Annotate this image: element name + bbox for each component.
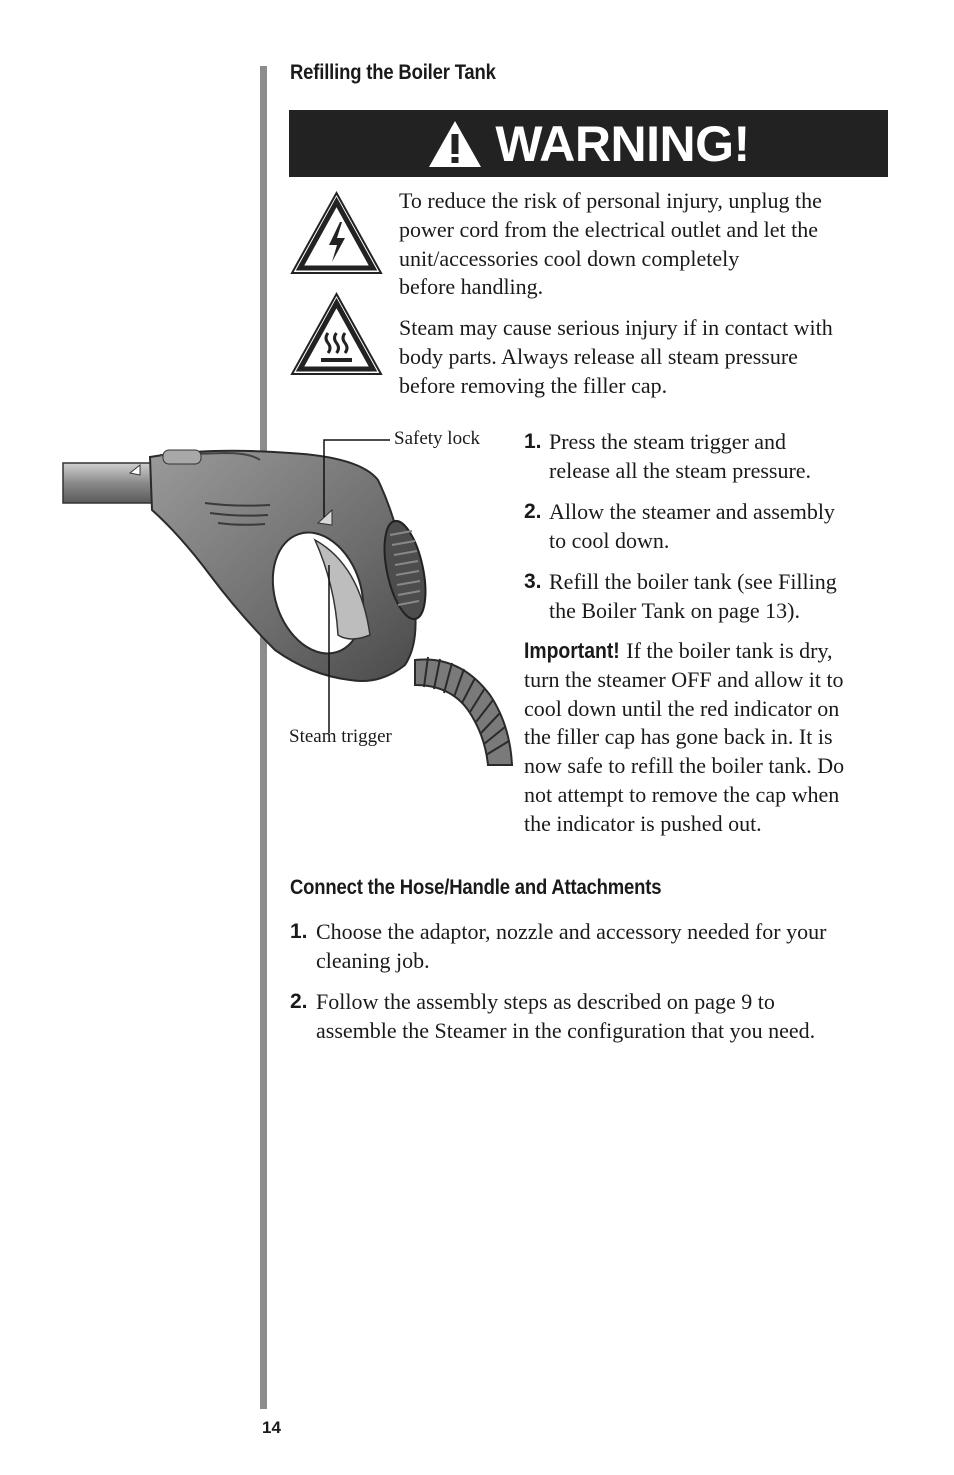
text-line: cool down until the red indicator on: [524, 695, 840, 721]
steam-handle-illustration: [60, 435, 520, 775]
step-text-line: release all the steam pressure.: [549, 458, 812, 483]
step-text-line: assemble the Steamer in the configuration that you need.: [316, 1018, 816, 1043]
warning-text-1: [399, 187, 822, 302]
refill-step-3: [524, 567, 884, 625]
step-text-line: cleaning job.: [316, 948, 430, 973]
important-label: Important!: [524, 638, 620, 663]
step-text-line: Press the steam trigger and: [549, 429, 787, 454]
refill-step-1: [524, 427, 884, 485]
warning-title: WARNING!: [495, 115, 750, 172]
warning-text-2: [399, 314, 833, 400]
step-number: 1.: [290, 920, 308, 943]
connect-step-1: [290, 917, 890, 975]
step-text-line: Allow the steamer and assembly: [549, 499, 835, 524]
warning-triangle-icon: [427, 119, 483, 169]
text-line: now safe to refill the boiler tank. Do: [524, 753, 845, 779]
important-note: [524, 637, 894, 839]
electrical-shock-warning-icon: [289, 190, 384, 276]
step-number: 3.: [524, 570, 542, 593]
step-text-line: Choose the adaptor, nozzle and accessory needed for your: [316, 919, 827, 944]
text-line: before removing the filler cap.: [399, 372, 668, 398]
step-text-line: Follow the assembly steps as described on page 9 to: [316, 989, 775, 1014]
step-text-line: to cool down.: [549, 528, 670, 553]
text-line: If the boiler tank is dry,: [620, 638, 833, 663]
text-line: before handling.: [399, 274, 544, 300]
step-text-line: Refill the boiler tank (see Filling: [549, 569, 837, 594]
text-line: power cord from the electrical outlet and let the: [399, 216, 819, 242]
step-number: 2.: [290, 990, 308, 1013]
refill-step-2: [524, 497, 884, 555]
text-line: body parts. Always release all steam pressure: [399, 343, 798, 369]
text-line: the filler cap has gone back in. It is: [524, 724, 833, 750]
step-number: 1.: [524, 430, 542, 453]
page-number: 14: [262, 1418, 281, 1437]
steam-trigger-label: Steam trigger: [289, 726, 392, 747]
hot-surface-warning-icon: [289, 291, 384, 377]
safety-lock-label: Safety lock: [394, 428, 481, 449]
text-line: turn the steamer OFF and allow it to: [524, 666, 844, 692]
section-heading-refilling: Refilling the Boiler Tank: [290, 61, 496, 84]
step-number: 2.: [524, 500, 542, 523]
text-line: To reduce the risk of personal injury, unplug the: [399, 188, 822, 213]
step-text-line: the Boiler Tank on page 13).: [549, 598, 800, 623]
connect-step-2: [290, 987, 890, 1045]
text-line: Steam may cause serious injury if in contact with: [399, 315, 833, 340]
section-heading-connect: Connect the Hose/Handle and Attachments: [290, 876, 662, 899]
warning-banner: [289, 110, 888, 177]
text-line: not attempt to remove the cap when: [524, 781, 840, 807]
text-line: the indicator is pushed out.: [524, 810, 762, 836]
text-line: unit/accessories cool down completely: [399, 245, 740, 271]
